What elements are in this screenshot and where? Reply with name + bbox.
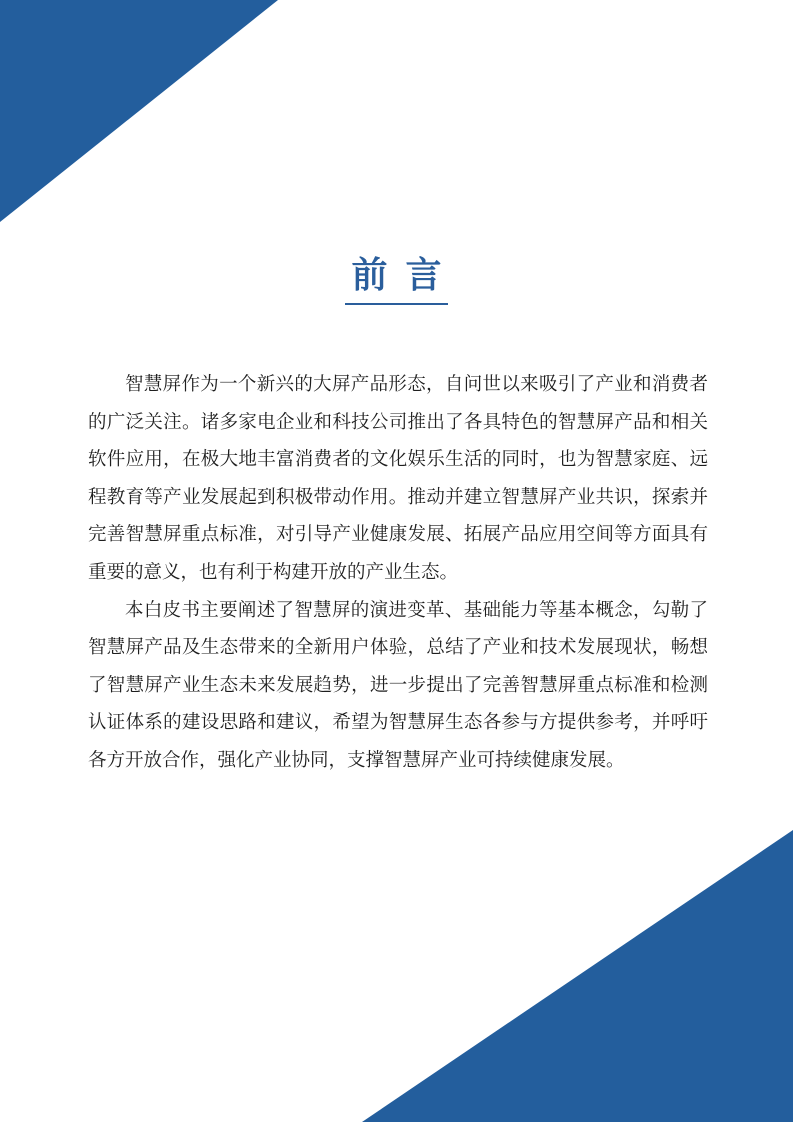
title-underline [345, 303, 448, 305]
preface-body [88, 366, 708, 780]
top-left-triangle-shape [0, 0, 278, 222]
page-title: 前言 [351, 255, 460, 296]
paragraph-2: 本白皮书主要阐述了智慧屏的演进变革、基础能力等基本概念，勾勒了智慧屏产品及生态带来的全新用户体验，总结了产业和技术发展现状，畅想了智慧屏产业生态未来发展趋势，进一步提出了完善智慧屏重点标准和检测认证体系的建设思路和建议，希望为智慧屏生态各参与方提供参考，并呼吁各方开放合作，强化产业协同，支撑智慧屏产业可持续健康发展。 [88, 599, 708, 771]
paragraph-1: 智慧屏作为一个新兴的大屏产品形态，自问世以来吸引了产业和消费者的广泛关注。诸多家电企业和科技公司推出了各具特色的智慧屏产品和相关软件应用，在极大地丰富消费者的文化娱乐生活的同时，也为智慧家庭、远程教育等产业发展起到积极带动作用。推动并建立智慧屏产业共识，探索并完善智慧屏重点标准，对引导产业健康发展、拓展产品应用空间等方面具有重要的意义，也有利于构建开放的产业生态。 [88, 374, 708, 583]
title-container [0, 252, 793, 300]
bottom-right-triangle-shape [362, 830, 793, 1122]
